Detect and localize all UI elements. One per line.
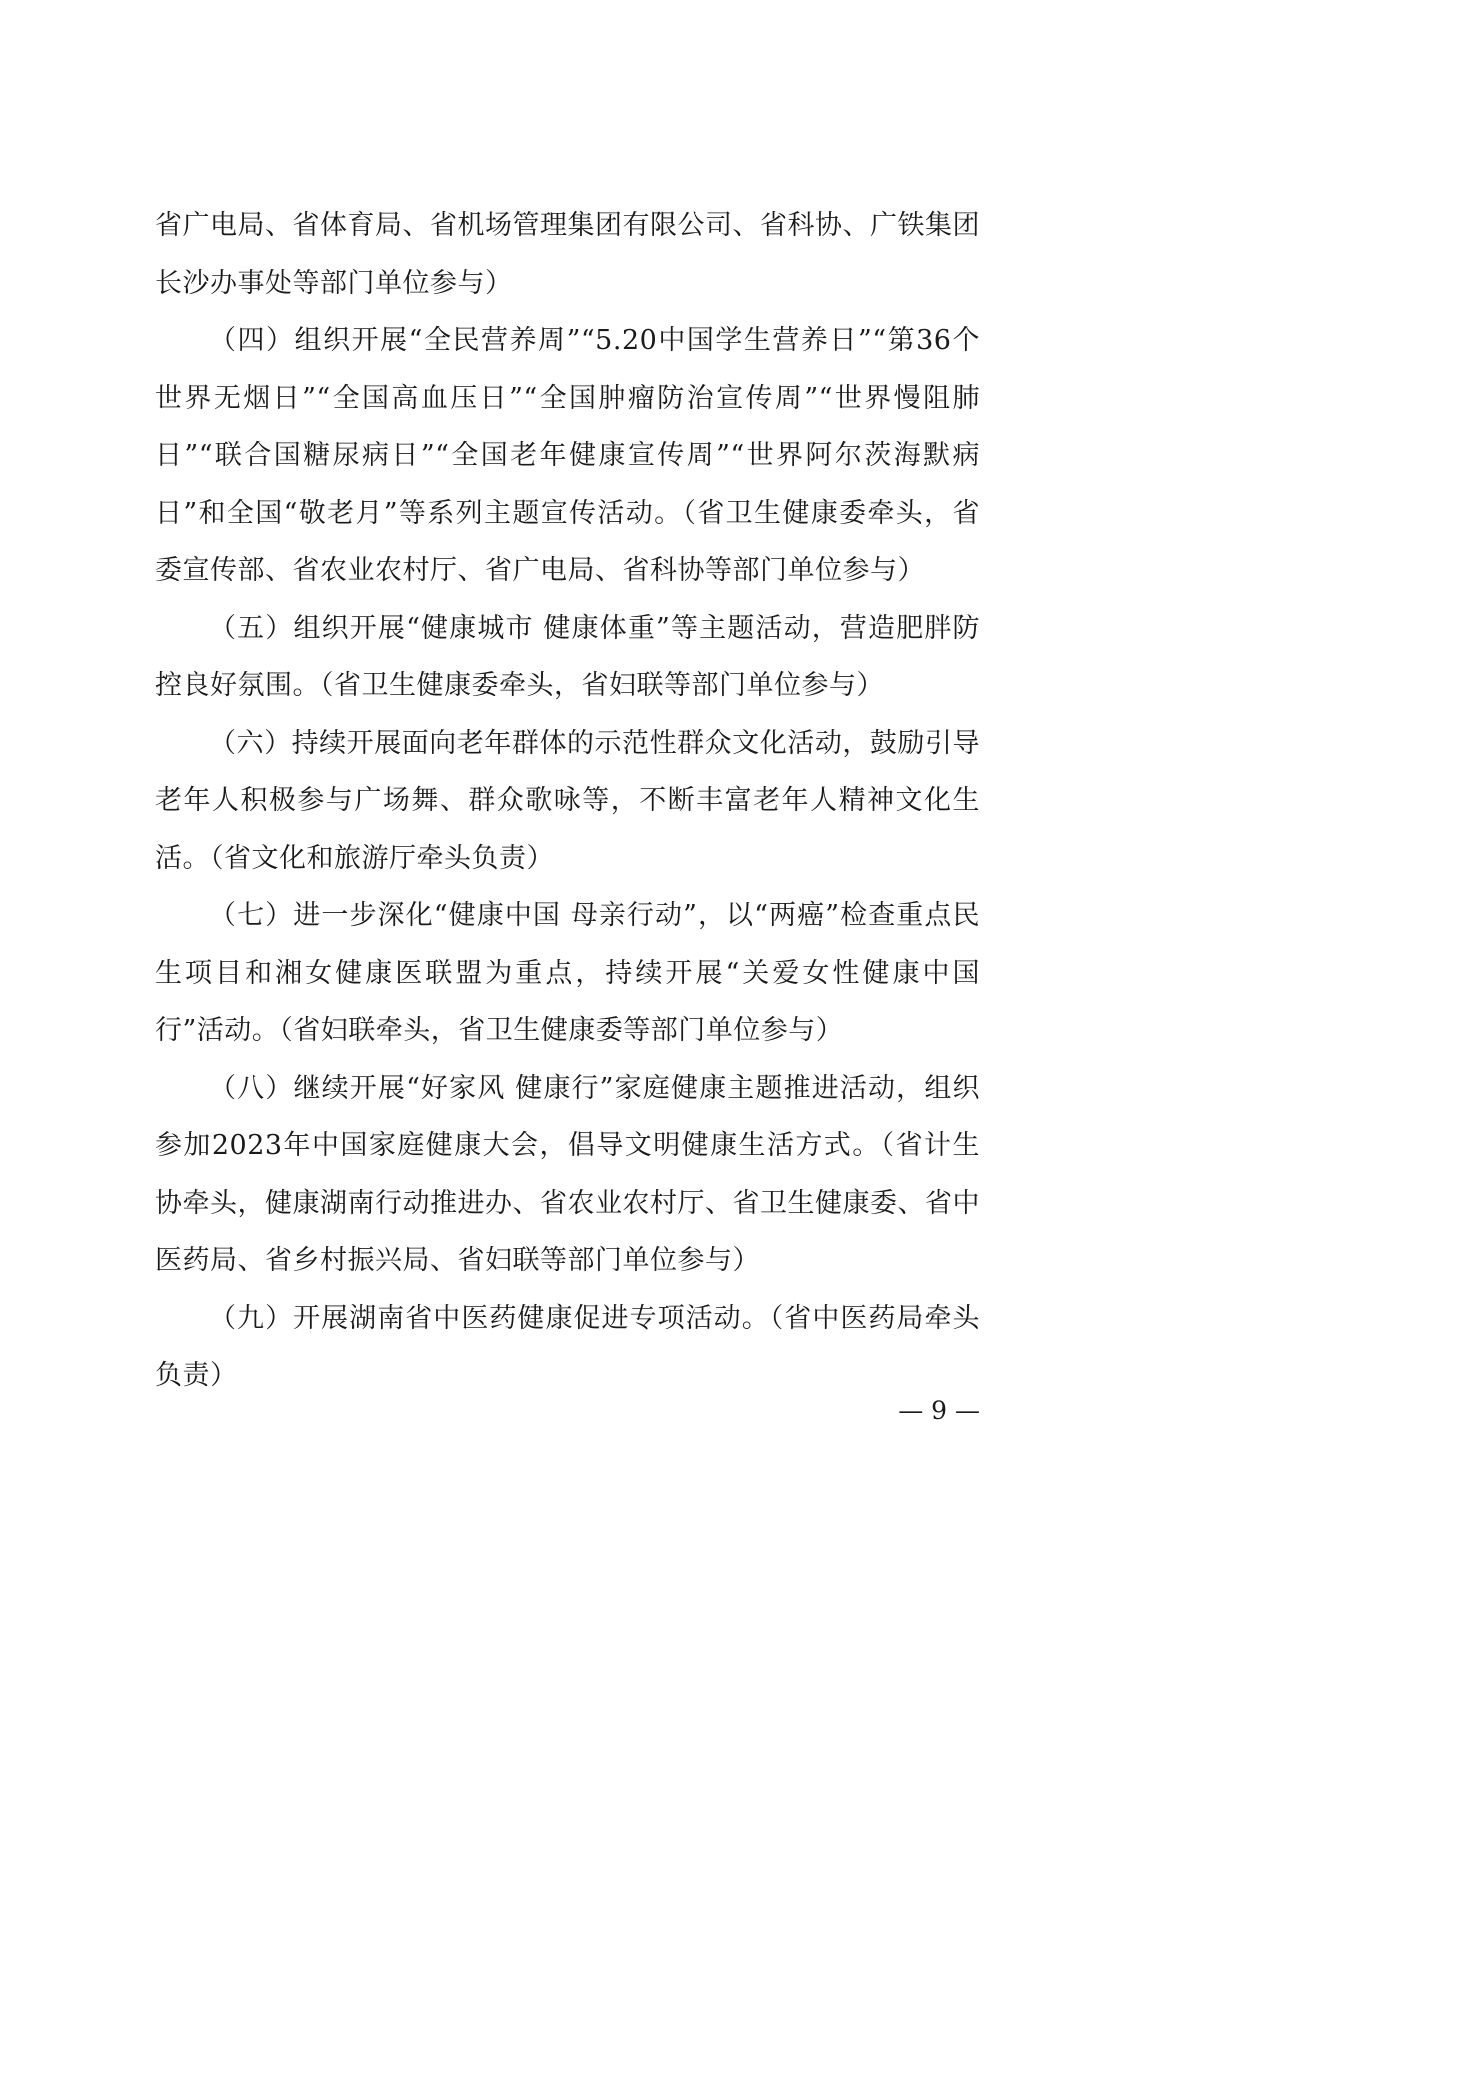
paragraph-item-7: （七）进一步深化“健康中国 母亲行动”，以“两癌”检查重点民生项目和湘女健康医联盟为重点，持续开展“关爱女性健康中国行”活动。（省妇联牵头，省卫生健康委等部门单位参与） <box>155 900 980 1046</box>
page-number: — 9 — <box>898 1396 980 1425</box>
paragraph-item-9: （九）开展湖南省中医药健康促进专项活动。（省中医药局牵头负责） <box>155 1302 980 1391</box>
paragraph-item-8: （八）继续开展“好家风 健康行”家庭健康主题推进活动，组织参加2023年中国家庭健康大会，倡导文明健康生活方式。（省计生协牵头，健康湖南行动推进办、省农业农村厅、省卫生健康委、省中医药局、省乡村振兴局、省妇联等部门单位参与） <box>155 1072 980 1276</box>
document-body <box>155 197 980 1405</box>
paragraph-item-4: （四）组织开展“全民营养周”“5.20中国学生营养日”“第36个世界无烟日”“全国高血压日”“全国肿瘤防治宣传周”“世界慢阻肺日”“联合国糖尿病日”“全国老年健康宣传周”“世界阿尔茨海默病日”和全国“敬老月”等系列主题宣传活动。（省卫生健康委牵头，省委宣传部、省农业农村厅、省广电局、省科协等部门单位参与） <box>155 325 980 586</box>
paragraph-item-5: （五）组织开展“健康城市 健康体重”等主题活动，营造肥胖防控良好氛围。（省卫生健康委牵头，省妇联等部门单位参与） <box>155 612 980 701</box>
paragraph-item-6: （六）持续开展面向老年群体的示范性群众文化活动，鼓励引导老年人积极参与广场舞、群众歌咏等，不断丰富老年人精神文化生活。（省文化和旅游厅牵头负责） <box>155 727 980 874</box>
paragraph-continuation: 省广电局、省体育局、省机场管理集团有限公司、省科协、广铁集团长沙办事处等部门单位参与） <box>155 210 980 299</box>
